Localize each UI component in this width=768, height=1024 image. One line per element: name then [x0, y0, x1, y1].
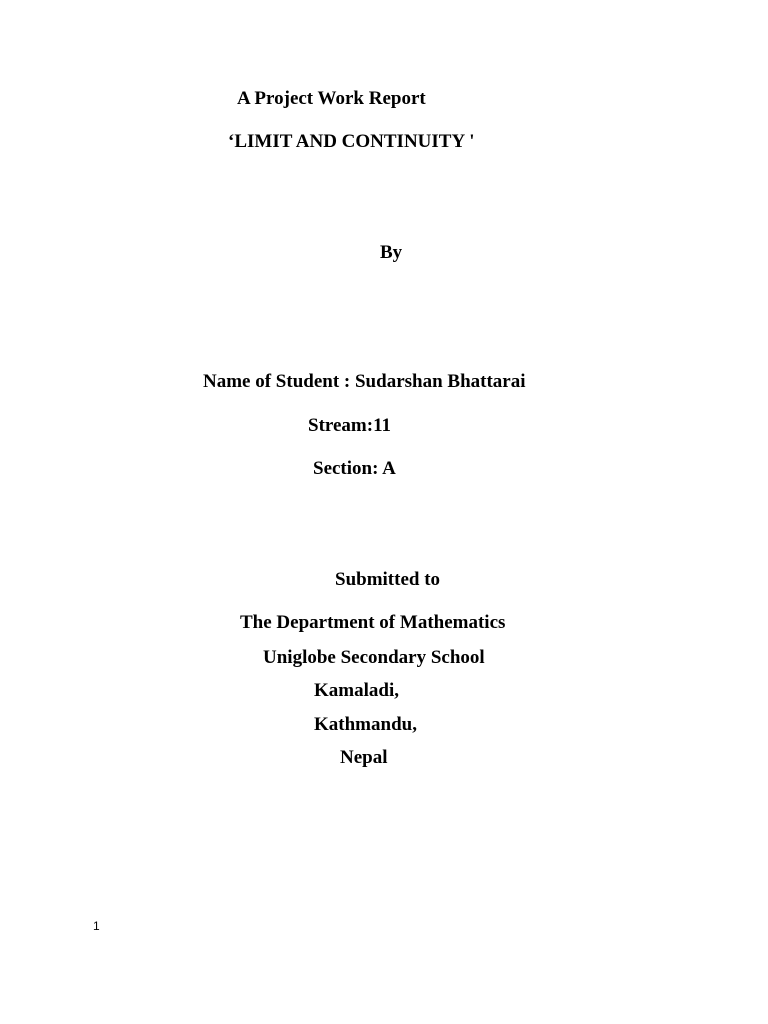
stream-label: Stream:11	[308, 415, 392, 436]
address-line-2: Kathmandu,	[314, 714, 417, 735]
address-line-1: Kamaladi,	[314, 680, 399, 701]
report-title: A Project Work Report	[237, 88, 426, 109]
section-label: Section: A	[313, 458, 396, 479]
school-name: Uniglobe Secondary School	[263, 647, 485, 668]
student-name: Name of Student : Sudarshan Bhattarai	[203, 371, 526, 392]
submitted-to-label: Submitted to	[335, 569, 441, 590]
department-name: The Department of Mathematics	[240, 612, 506, 633]
page-number: 1	[93, 919, 100, 933]
by-label: By	[380, 242, 403, 263]
address-line-3: Nepal	[340, 747, 388, 768]
report-topic: ‘LIMIT AND CONTINUITY '	[228, 131, 475, 152]
